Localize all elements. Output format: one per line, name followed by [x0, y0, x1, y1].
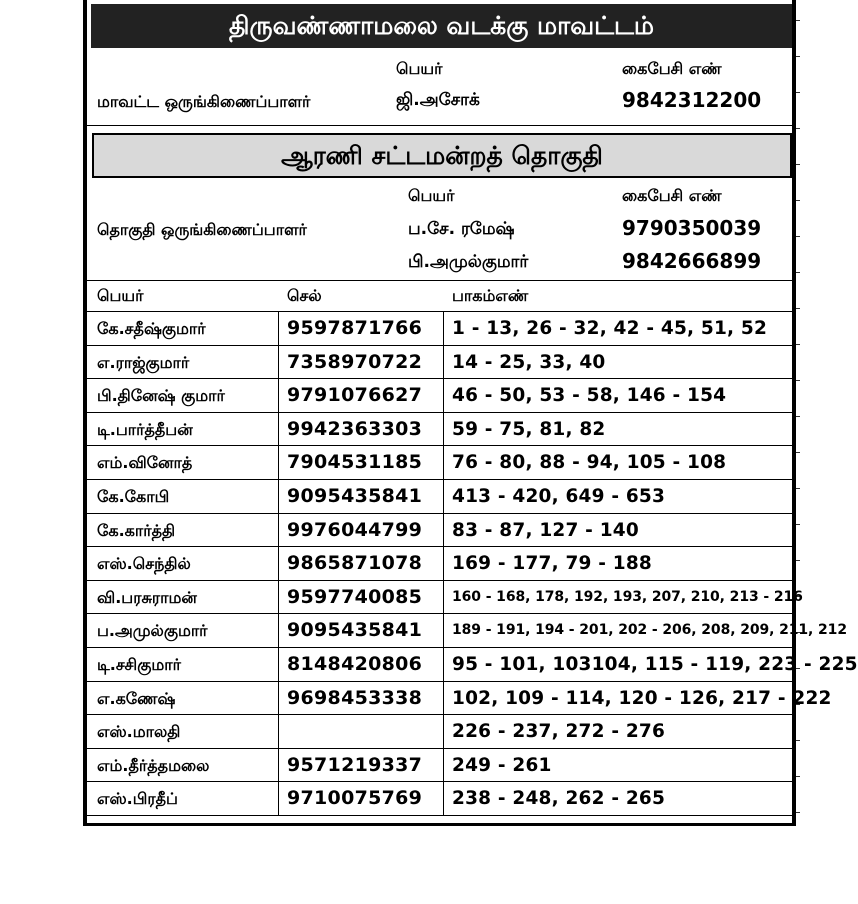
edge-tick [796, 344, 800, 345]
row-part-numbers: 226 - 237, 272 - 276 [452, 721, 666, 743]
row-part-numbers: 1 - 13, 26 - 32, 42 - 45, 51, 52 [452, 318, 768, 339]
column-separator [278, 648, 279, 681]
row-cell-number: 7904531185 [287, 451, 423, 474]
row-part-numbers: 95 - 101, 103104, 115 - 119, 223 - 225 [452, 654, 858, 675]
row-name: எஸ்.செந்தில் [97, 554, 191, 574]
column-separator [443, 312, 444, 345]
table-row [87, 547, 792, 581]
row-name: டி.சசிகுமார் [97, 655, 181, 674]
edge-tick [796, 20, 800, 21]
column-separator [443, 413, 444, 446]
row-name: எ.கணேஷ் [97, 688, 176, 708]
constituency-title: ஆரணி சட்டமன்றத் தொகுதி [92, 133, 792, 178]
edge-tick [796, 524, 800, 525]
column-separator [443, 682, 444, 715]
row-cell-number: 9976044799 [287, 518, 423, 541]
column-separator [278, 749, 279, 782]
column-separator [443, 749, 444, 782]
district-title: திருவண்ணாமலை வடக்கு மாவட்டம் [91, 4, 792, 48]
column-separator [278, 614, 279, 647]
edge-tick [796, 200, 800, 201]
edge-tick [796, 812, 800, 813]
table-row [87, 379, 792, 413]
table-row [87, 749, 792, 783]
row-part-numbers: 169 - 177, 79 - 188 [452, 553, 652, 575]
edge-tick [796, 308, 800, 309]
row-cell-number: 9095435841 [287, 619, 423, 642]
row-cell-number: 9865871078 [287, 552, 423, 575]
contact-sheet [83, 0, 858, 826]
column-separator [443, 648, 444, 681]
district-name-header: பெயர் [396, 59, 443, 78]
row-part-numbers: 189 - 191, 194 - 201, 202 - 206, 208, 209, 211, 212 [452, 622, 847, 639]
row-name: டி.பார்த்தீபன் [97, 419, 193, 439]
row-name: எம்.வினோத் [97, 453, 193, 473]
row-part-numbers: 83 - 87, 127 - 140 [452, 519, 639, 541]
table-row [87, 715, 792, 749]
row-cell-number: 9710075769 [287, 787, 423, 810]
district-phone-header: கைபேசி எண் [622, 59, 722, 78]
column-separator [278, 413, 279, 446]
row-name: வி.பரசுராமன் [97, 587, 197, 607]
constituency-coordinator-name-1: ப.சே. ரமேஷ் [408, 219, 515, 239]
column-separator [278, 782, 279, 815]
edge-tick [796, 416, 800, 417]
table-row [87, 782, 792, 816]
column-separator [278, 715, 279, 748]
row-part-numbers: 102, 109 - 114, 120 - 126, 217 - 222 [452, 687, 832, 709]
edge-tick [796, 380, 800, 381]
constituency-coordinator-name-2: பி.அமுல்குமார் [408, 252, 529, 272]
row-cell-number: 9571219337 [287, 753, 423, 776]
constituency-name-header: பெயர் [408, 186, 455, 205]
column-separator [278, 446, 279, 479]
row-part-numbers: 160 - 168, 178, 192, 193, 207, 210, 213 - 216 [452, 588, 803, 605]
column-separator [278, 480, 279, 513]
column-separator [443, 715, 444, 748]
table-row [87, 413, 792, 447]
row-cell-number: 9791076627 [287, 384, 423, 407]
table-row [87, 514, 792, 548]
edge-tick [796, 560, 800, 561]
column-separator [278, 682, 279, 715]
row-part-numbers: 76 - 80, 88 - 94, 105 - 108 [452, 452, 727, 474]
column-separator [278, 581, 279, 614]
column-separator [278, 514, 279, 547]
row-name: கே.சதீஷ்குமார் [97, 319, 206, 338]
edge-tick [796, 488, 800, 489]
edge-tick [796, 452, 800, 453]
row-cell-number: 9597740085 [287, 585, 423, 608]
edge-tick [796, 272, 800, 273]
table-row [87, 581, 803, 615]
row-name: கே.கார்த்தி [97, 520, 176, 540]
column-separator [443, 446, 444, 479]
edge-tick [796, 128, 800, 129]
row-cell-number: 9942363303 [287, 417, 423, 440]
edge-tick [796, 92, 800, 93]
row-part-numbers: 14 - 25, 33, 40 [452, 351, 606, 373]
row-part-numbers: 59 - 75, 81, 82 [452, 418, 606, 440]
edge-tick [796, 776, 800, 777]
district-coordinator-name: ஜி.அசோக் [396, 90, 480, 110]
constituency-coordinator-phone-1: 9790350039 [622, 216, 762, 240]
row-name: எ.ராஜ்குமார் [97, 352, 190, 372]
column-separator [278, 346, 279, 379]
header-cell: செல் [287, 286, 322, 305]
column-separator [278, 379, 279, 412]
column-separator [443, 782, 444, 815]
header-name: பெயர் [97, 286, 144, 305]
row-name: எம்.தீர்த்தமலை [97, 755, 210, 775]
constituency-phone-header: கைபேசி எண் [622, 186, 722, 205]
edge-tick [796, 236, 800, 237]
table-row [87, 648, 858, 682]
row-part-numbers: 46 - 50, 53 - 58, 146 - 154 [452, 385, 727, 407]
district-coordinator-phone: 9842312200 [622, 88, 762, 112]
column-separator [443, 346, 444, 379]
edge-tick [796, 56, 800, 57]
column-separator [443, 379, 444, 412]
row-name: ப.அமுல்குமார் [97, 621, 208, 641]
table-row [87, 346, 792, 380]
row-cell-number: 9597871766 [287, 317, 423, 339]
table-row [87, 446, 792, 480]
row-name: பி.தினேஷ் குமார் [97, 386, 225, 406]
header-parts: பாகம்எண் [452, 286, 529, 305]
row-part-numbers: 238 - 248, 262 - 265 [452, 788, 666, 810]
column-separator [443, 547, 444, 580]
edge-tick [796, 740, 800, 741]
column-separator [443, 480, 444, 513]
booth-table [87, 281, 792, 311]
column-separator [278, 547, 279, 580]
row-cell-number: 9095435841 [287, 485, 423, 507]
column-separator [443, 614, 444, 647]
table-row [87, 312, 792, 346]
row-cell-number: 7358970722 [287, 350, 423, 373]
column-separator [278, 312, 279, 345]
column-separator [443, 514, 444, 547]
column-separator [443, 581, 444, 614]
edge-tick [796, 164, 800, 165]
row-part-numbers: 413 - 420, 649 - 653 [452, 486, 666, 507]
table-row [87, 480, 792, 514]
row-cell-number: 9698453338 [287, 686, 423, 709]
row-name: கே.கோபி [97, 487, 170, 506]
row-name: எஸ்.பிரதீப் [97, 789, 178, 809]
row-cell-number: 8148420806 [287, 653, 423, 675]
table-row [87, 682, 832, 716]
constituency-role: தொகுதி ஒருங்கிணைப்பாளர் [97, 220, 307, 239]
row-name: எஸ்.மாலதி [97, 722, 181, 742]
constituency-coordinator-phone-2: 9842666899 [622, 249, 762, 273]
district-divider [87, 125, 792, 126]
table-row [87, 614, 847, 648]
row-part-numbers: 249 - 261 [452, 754, 552, 776]
district-role: மாவட்ட ஒருங்கிணைப்பாளர் [97, 92, 311, 111]
